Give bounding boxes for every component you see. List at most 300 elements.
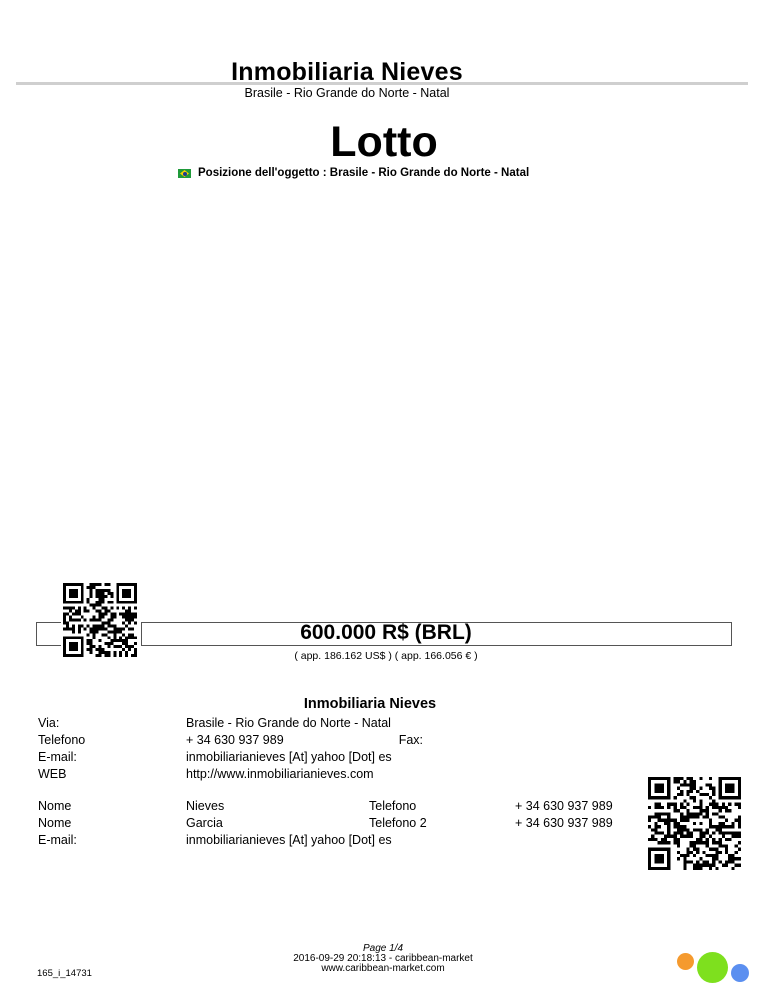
qr-module <box>648 777 651 780</box>
qr-module <box>670 835 673 838</box>
qr-module <box>96 627 99 630</box>
qr-module <box>738 803 741 806</box>
qr-module <box>690 787 693 790</box>
qr-module <box>696 851 699 854</box>
qr-module <box>128 645 131 648</box>
qr-module <box>84 607 87 610</box>
qr-module <box>677 822 680 825</box>
qr-module <box>99 595 102 598</box>
qr-module <box>90 619 93 622</box>
qr-module <box>738 835 741 838</box>
qr-module <box>113 636 116 639</box>
qr-module <box>107 621 110 624</box>
qr-module <box>661 848 664 851</box>
qr-module <box>134 601 137 604</box>
qr-module <box>719 806 722 809</box>
qr-module <box>654 806 657 809</box>
qr-module <box>99 616 102 619</box>
qr-module <box>715 867 718 870</box>
qr-module <box>661 857 664 860</box>
qr-module <box>96 619 99 622</box>
qr-module <box>719 832 722 835</box>
qr-module <box>648 857 651 860</box>
qr-module <box>699 857 702 860</box>
qr-module <box>72 645 75 648</box>
qr-module <box>648 787 651 790</box>
qr-module <box>725 851 728 854</box>
qr-module <box>686 815 689 818</box>
qr-module <box>719 809 722 812</box>
qr-module <box>119 627 122 630</box>
qr-module <box>113 624 116 627</box>
qr-module <box>696 860 699 863</box>
person-phone-label: Telefono 2 <box>369 816 427 830</box>
qr-module <box>699 835 702 838</box>
qr-module <box>66 601 69 604</box>
qr-module <box>696 838 699 841</box>
qr-module <box>731 787 734 790</box>
qr-module <box>63 621 66 624</box>
qr-module <box>107 651 110 654</box>
qr-module <box>725 806 728 809</box>
qr-module <box>699 828 702 831</box>
qr-module <box>677 857 680 860</box>
qr-module <box>735 803 738 806</box>
qr-module <box>677 828 680 831</box>
qr-module <box>648 851 651 854</box>
qr-module <box>712 854 715 857</box>
qr-module <box>131 645 134 648</box>
qr-module <box>134 621 137 624</box>
qr-module <box>78 610 81 613</box>
qr-module <box>648 825 651 828</box>
qr-module <box>90 604 93 607</box>
qr-module <box>667 864 670 867</box>
web-label: WEB <box>38 767 67 781</box>
qr-module <box>680 783 683 786</box>
qr-module <box>731 854 734 857</box>
qr-module <box>664 822 667 825</box>
qr-module <box>725 860 728 863</box>
price: 600.000 R$ (BRL) <box>300 621 472 644</box>
qr-module <box>87 598 90 601</box>
qr-module <box>661 777 664 780</box>
qr-module <box>93 630 96 633</box>
qr-module <box>78 601 81 604</box>
qr-module <box>728 860 731 863</box>
qr-module <box>66 613 69 616</box>
qr-module <box>686 793 689 796</box>
qr-module <box>735 851 738 854</box>
qr-module <box>90 592 93 595</box>
qr-module <box>134 589 137 592</box>
qr-module <box>78 636 81 639</box>
qr-module <box>696 841 699 844</box>
qr-module <box>122 616 125 619</box>
qr-module <box>674 777 677 780</box>
qr-module <box>648 796 651 799</box>
qr-module <box>677 809 680 812</box>
qr-module <box>670 803 673 806</box>
qr-module <box>93 607 96 610</box>
qr-module <box>654 867 657 870</box>
qr-module <box>648 806 651 809</box>
qr-module <box>664 796 667 799</box>
qr-module <box>696 812 699 815</box>
qr-module <box>686 851 689 854</box>
qr-module <box>122 621 125 624</box>
qr-module <box>648 867 651 870</box>
price-box-left-bracket <box>36 622 62 646</box>
qr-module <box>101 613 104 616</box>
qr-module <box>69 627 72 630</box>
qr-module <box>680 828 683 831</box>
qr-module <box>131 619 134 622</box>
qr-module <box>125 645 128 648</box>
web-link[interactable]: http://www.inmobiliarianieves.com <box>186 767 374 781</box>
qr-module <box>654 857 657 860</box>
qr-module <box>654 812 657 815</box>
qr-module <box>87 624 90 627</box>
qr-module <box>661 787 664 790</box>
qr-module <box>63 636 66 639</box>
qr-module <box>680 777 683 780</box>
qr-module <box>125 583 128 586</box>
qr-module <box>101 624 104 627</box>
qr-module <box>87 586 90 589</box>
qr-module <box>699 793 702 796</box>
qr-module <box>107 619 110 622</box>
qr-module <box>128 595 131 598</box>
qr-module <box>66 624 69 627</box>
qr-module <box>738 857 741 860</box>
qr-module <box>703 841 706 844</box>
qr-module <box>119 601 122 604</box>
qr-module <box>706 828 709 831</box>
qr-module <box>680 803 683 806</box>
qr-module <box>667 780 670 783</box>
qr-module <box>680 806 683 809</box>
qr-module <box>69 654 72 657</box>
qr-module <box>738 780 741 783</box>
qr-module <box>709 835 712 838</box>
qr-module <box>719 841 722 844</box>
qr-module <box>699 832 702 835</box>
qr-module <box>96 630 99 633</box>
qr-module <box>696 864 699 867</box>
qr-module <box>667 854 670 857</box>
qr-module <box>690 860 693 863</box>
qr-module <box>122 642 125 645</box>
qr-module <box>107 645 110 648</box>
qr-module <box>677 841 680 844</box>
qr-module <box>667 806 670 809</box>
qr-module <box>719 787 722 790</box>
qr-module <box>63 613 66 616</box>
qr-module <box>648 815 651 818</box>
qr-module <box>690 796 693 799</box>
qr-module <box>677 851 680 854</box>
qr-module <box>680 835 683 838</box>
qr-module <box>134 598 137 601</box>
qr-module <box>69 607 72 610</box>
qr-module <box>725 819 728 822</box>
qr-module <box>122 601 125 604</box>
qr-module <box>654 787 657 790</box>
person-name: Nieves <box>186 799 225 813</box>
qr-module <box>686 828 689 831</box>
qr-module <box>683 815 686 818</box>
qr-module <box>96 604 99 607</box>
qr-module <box>113 654 116 657</box>
qr-module <box>706 854 709 857</box>
qr-module <box>715 854 718 857</box>
qr-module <box>699 777 702 780</box>
qr-module <box>648 838 651 841</box>
qr-module <box>69 583 72 586</box>
qr-module <box>119 630 122 633</box>
qr-module <box>125 610 128 613</box>
qr-module <box>87 642 90 645</box>
qr-module <box>116 595 119 598</box>
qr-module <box>128 619 131 622</box>
qr-module <box>680 819 683 822</box>
qr-module <box>90 630 93 633</box>
qr-module <box>674 838 677 841</box>
qr-module <box>699 809 702 812</box>
qr-module <box>683 780 686 783</box>
qr-module <box>722 835 725 838</box>
qr-module <box>104 607 107 610</box>
qr-module <box>128 616 131 619</box>
agency-name: Inmobiliaria Nieves <box>231 58 463 86</box>
qr-module <box>134 642 137 645</box>
qr-module <box>99 592 102 595</box>
qr-module <box>128 621 131 624</box>
qr-module <box>664 835 667 838</box>
qr-module <box>667 822 670 825</box>
address-value: Brasile - Rio Grande do Norte - Natal <box>186 716 391 730</box>
qr-module <box>81 654 84 657</box>
qr-module <box>719 851 722 854</box>
qr-module <box>719 790 722 793</box>
qr-module <box>66 621 69 624</box>
qr-module <box>99 624 102 627</box>
qr-module <box>712 793 715 796</box>
qr-module <box>107 589 110 592</box>
qr-module <box>709 822 712 825</box>
qr-module <box>75 610 78 613</box>
qr-module <box>725 838 728 841</box>
qr-module <box>728 803 731 806</box>
qr-module <box>693 787 696 790</box>
qr-module <box>128 610 131 613</box>
qr-module <box>131 627 134 630</box>
qr-module <box>96 648 99 651</box>
qr-module <box>654 825 657 828</box>
qr-module <box>84 619 87 622</box>
qr-module <box>696 806 699 809</box>
qr-module <box>709 848 712 851</box>
qr-module <box>648 783 651 786</box>
footer-site[interactable]: www.caribbean-market.com <box>321 963 445 974</box>
qr-module <box>693 815 696 818</box>
qr-module <box>101 633 104 636</box>
qr-module <box>63 616 66 619</box>
qr-module <box>107 592 110 595</box>
qr-module <box>122 583 125 586</box>
qr-module <box>725 864 728 867</box>
qr-module <box>738 825 741 828</box>
qr-module <box>680 793 683 796</box>
person-name-label: Nome <box>38 816 72 830</box>
qr-module <box>664 841 667 844</box>
qr-module <box>712 857 715 860</box>
qr-module <box>654 828 657 831</box>
qr-module <box>661 796 664 799</box>
qr-module <box>63 648 66 651</box>
qr-module <box>693 828 696 831</box>
qr-module <box>81 639 84 642</box>
qr-module <box>125 595 128 598</box>
qr-module <box>81 624 84 627</box>
qr-module <box>667 815 670 818</box>
qr-module <box>99 645 102 648</box>
qr-module <box>104 654 107 657</box>
qr-module <box>683 860 686 863</box>
qr-module <box>664 812 667 815</box>
qr-module <box>722 864 725 867</box>
qr-module <box>693 841 696 844</box>
qr-module <box>69 648 72 651</box>
qr-module <box>661 841 664 844</box>
qr-module <box>667 832 670 835</box>
qr-module <box>712 806 715 809</box>
qr-module <box>674 841 677 844</box>
qr-module <box>116 601 119 604</box>
qr-module <box>116 589 119 592</box>
qr-module <box>134 651 137 654</box>
qr-module <box>93 624 96 627</box>
logo-green-dot-icon <box>697 952 728 983</box>
qr-module <box>658 812 661 815</box>
qr-module <box>674 822 677 825</box>
qr-module <box>699 822 702 825</box>
qr-module <box>651 828 654 831</box>
qr-module <box>110 607 113 610</box>
address-label: Via: <box>38 716 60 730</box>
qr-module <box>690 851 693 854</box>
qr-module <box>731 777 734 780</box>
qr-module <box>63 654 66 657</box>
qr-module <box>674 796 677 799</box>
qr-module <box>686 854 689 857</box>
qr-module <box>722 803 725 806</box>
qr-module <box>654 838 657 841</box>
qr-module <box>667 793 670 796</box>
logo-blue-dot-icon <box>731 964 749 982</box>
qr-module <box>661 812 664 815</box>
qr-module <box>680 825 683 828</box>
qr-module <box>696 867 699 870</box>
qr-module <box>134 607 137 610</box>
qr-module <box>706 864 709 867</box>
qr-module <box>81 651 84 654</box>
qr-module <box>113 613 116 616</box>
qr-module <box>693 783 696 786</box>
qr-module <box>110 592 113 595</box>
qr-module <box>658 819 661 822</box>
qr-module <box>706 793 709 796</box>
qr-module <box>696 828 699 831</box>
qr-module <box>654 860 657 863</box>
qr-module <box>651 848 654 851</box>
qr-module <box>725 790 728 793</box>
qr-module <box>686 777 689 780</box>
qr-module <box>63 627 66 630</box>
qr-module <box>661 867 664 870</box>
person-phone-label: Telefono <box>369 799 417 813</box>
qr-module <box>125 651 128 654</box>
qr-module <box>738 864 741 867</box>
email-value[interactable]: inmobiliarianieves [At] yahoo [Dot] es <box>186 750 392 764</box>
qr-module <box>651 815 654 818</box>
qr-module <box>104 633 107 636</box>
qr-module <box>72 589 75 592</box>
qr-module <box>712 848 715 851</box>
qr-module <box>99 610 102 613</box>
qr-module <box>699 864 702 867</box>
qr-module <box>674 806 677 809</box>
qr-module <box>683 864 686 867</box>
qr-module <box>101 598 104 601</box>
qr-module <box>75 595 78 598</box>
reference-code: 165_i_14731 <box>37 968 92 979</box>
qr-module <box>703 851 706 854</box>
qr-module <box>101 616 104 619</box>
qr-module <box>134 654 137 657</box>
qr-module <box>72 630 75 633</box>
qr-module <box>81 636 84 639</box>
qr-module <box>667 812 670 815</box>
qr-module <box>722 777 725 780</box>
qr-module <box>709 796 712 799</box>
qr-module <box>722 815 725 818</box>
qr-module <box>101 621 104 624</box>
person-email-value[interactable]: inmobiliarianieves [At] yahoo [Dot] es <box>186 833 392 847</box>
qr-module <box>110 595 113 598</box>
qr-module <box>125 624 128 627</box>
fax-label: Fax: <box>398 733 423 747</box>
qr-module <box>728 783 731 786</box>
qr-module <box>101 607 104 610</box>
qr-module <box>664 848 667 851</box>
email-label: E-mail: <box>38 750 77 764</box>
qr-module <box>104 583 107 586</box>
qr-module <box>725 787 728 790</box>
qr-module <box>719 815 722 818</box>
qr-module <box>131 613 134 616</box>
qr-module <box>712 803 715 806</box>
qr-module <box>125 636 128 639</box>
qr-module <box>72 627 75 630</box>
qr-module <box>75 583 78 586</box>
qr-code-icon <box>61 583 139 657</box>
qr-module <box>654 783 657 786</box>
qr-module <box>99 604 102 607</box>
qr-module <box>731 857 734 860</box>
qr-module <box>69 601 72 604</box>
